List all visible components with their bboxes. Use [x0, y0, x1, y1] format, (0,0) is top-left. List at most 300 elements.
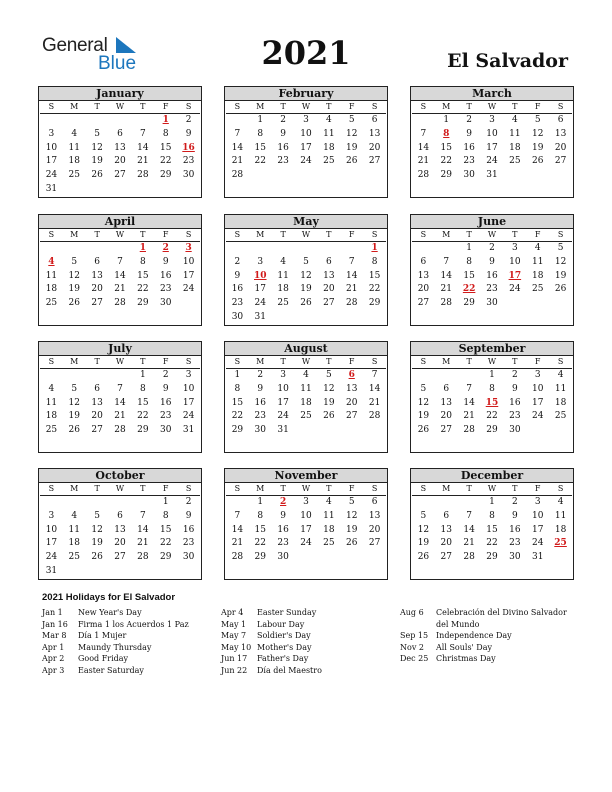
day-grid — [39, 356, 201, 438]
weekday-header: S — [412, 229, 435, 242]
month-august — [224, 341, 388, 453]
day-cell: 19 — [300, 284, 312, 295]
day-cell: 16 — [231, 284, 244, 295]
holiday-day-cell: 15 — [485, 397, 499, 408]
day-cell: 20 — [440, 411, 452, 422]
day-cell: 15 — [137, 397, 149, 408]
day-cell: 29 — [486, 425, 498, 436]
day-cell: 20 — [323, 284, 335, 295]
day-cell: 19 — [345, 142, 358, 153]
weekday-header: M — [63, 229, 86, 242]
month-february — [224, 86, 388, 198]
day-cell: 9 — [234, 270, 241, 281]
day-cell: 6 — [94, 383, 100, 394]
day-cell: 7 — [234, 128, 241, 139]
day-cell: 29 — [368, 298, 381, 309]
day-cell: 28 — [368, 411, 381, 422]
day-cell: 3 — [489, 115, 495, 125]
empty-day-cell — [63, 242, 86, 256]
day-cell: 12 — [91, 142, 103, 153]
day-cell: 19 — [91, 156, 103, 167]
day-cell: 6 — [94, 256, 100, 267]
day-cell: 16 — [182, 524, 195, 535]
day-cell: 17 — [486, 142, 498, 153]
empty-day-cell — [63, 369, 86, 383]
day-cell: 18 — [68, 156, 80, 167]
day-cell: 10 — [45, 524, 58, 535]
day-cell: 24 — [531, 411, 544, 422]
day-grid — [411, 483, 573, 565]
weekday-header: T — [131, 101, 154, 114]
day-cell: 14 — [114, 397, 126, 408]
weekday-header: T — [503, 229, 526, 242]
day-cell: 13 — [345, 383, 358, 394]
day-cell: 23 — [509, 538, 521, 549]
day-cell: 6 — [443, 510, 450, 521]
month-september — [410, 341, 574, 453]
calendar-year: 2021 — [261, 34, 351, 72]
day-cell: 13 — [440, 524, 452, 535]
weekday-header: W — [481, 101, 504, 114]
day-cell: 27 — [368, 538, 381, 549]
day-cell: 28 — [231, 170, 244, 181]
empty-day-cell — [109, 496, 132, 510]
day-cell: 3 — [303, 115, 309, 125]
day-cell: 14 — [231, 524, 244, 535]
day-cell: 10 — [300, 510, 312, 521]
day-cell: 29 — [486, 552, 498, 563]
day-cell: 31 — [254, 311, 266, 322]
holiday-name: Firma 1 los Acuerdos 1 Paz — [78, 619, 189, 629]
empty-day-cell — [435, 242, 458, 256]
day-cell: 17 — [182, 270, 195, 281]
day-cell: 11 — [68, 142, 80, 153]
day-cell: 20 — [368, 142, 381, 153]
day-cell: 10 — [45, 142, 58, 153]
day-cell: 12 — [531, 128, 544, 139]
day-cell: 21 — [417, 156, 430, 167]
weekday-header: S — [363, 101, 386, 114]
day-cell: 4 — [303, 370, 309, 380]
day-cell: 8 — [466, 256, 472, 267]
day-cell: 3 — [534, 497, 541, 507]
weekday-header: F — [340, 229, 363, 242]
month-title: March — [411, 87, 573, 101]
empty-day-cell — [86, 242, 109, 256]
day-cell: 18 — [323, 524, 335, 535]
day-cell: 21 — [463, 411, 475, 422]
holiday-row — [42, 665, 212, 677]
day-cell: 4 — [48, 383, 55, 394]
day-cell: 6 — [117, 128, 123, 139]
day-cell: 19 — [323, 397, 335, 408]
day-cell: 9 — [185, 510, 192, 521]
day-cell: 29 — [159, 170, 172, 181]
day-grid — [225, 229, 387, 325]
day-cell: 24 — [486, 156, 498, 167]
day-cell: 11 — [531, 256, 544, 267]
day-cell: 28 — [114, 425, 126, 436]
day-cell: 25 — [531, 284, 544, 295]
weekday-header: F — [154, 356, 177, 369]
weekday-header: W — [109, 356, 132, 369]
day-cell: 1 — [489, 497, 495, 507]
day-cell: 29 — [463, 298, 475, 309]
empty-day-cell — [317, 242, 340, 256]
day-cell: 21 — [463, 538, 475, 549]
day-cell: 9 — [280, 510, 286, 521]
weekday-header: S — [177, 229, 200, 242]
day-cell: 27 — [114, 552, 126, 563]
weekday-header: T — [272, 229, 295, 242]
day-cell: 11 — [323, 510, 335, 521]
day-cell: 23 — [182, 156, 195, 167]
day-cell: 26 — [300, 298, 312, 309]
weekday-header: W — [295, 229, 318, 242]
weekday-header: S — [40, 229, 63, 242]
day-cell: 13 — [417, 270, 430, 281]
day-cell: 9 — [162, 256, 169, 267]
month-november — [224, 468, 388, 580]
holiday-date: Mar 8 — [42, 631, 67, 640]
day-cell: 27 — [440, 425, 452, 436]
day-cell: 28 — [463, 425, 475, 436]
holiday-name: Mother's Day — [257, 642, 312, 652]
day-cell: 13 — [368, 128, 381, 139]
day-cell: 31 — [277, 425, 289, 436]
holiday-day-cell: 6 — [348, 370, 355, 380]
day-cell: 4 — [325, 497, 332, 507]
weekday-header: W — [109, 101, 132, 114]
day-cell: 8 — [489, 510, 495, 521]
day-cell: 3 — [511, 243, 518, 253]
weekday-header: S — [226, 356, 249, 369]
day-cell: 7 — [234, 510, 241, 521]
day-cell: 2 — [511, 370, 518, 380]
day-cell: 11 — [509, 128, 521, 139]
day-cell: 17 — [182, 397, 195, 408]
day-cell: 16 — [509, 524, 521, 535]
day-cell: 26 — [91, 552, 103, 563]
day-cell: 11 — [300, 383, 312, 394]
day-cell: 24 — [45, 170, 58, 181]
holiday-name: New Year's Day — [78, 608, 142, 617]
weekday-header: T — [317, 229, 340, 242]
weekday-header: M — [63, 356, 86, 369]
day-cell: 21 — [231, 538, 244, 549]
day-cell: 29 — [254, 552, 266, 563]
empty-day-cell — [40, 242, 63, 256]
day-cell: 5 — [325, 370, 332, 380]
day-grid — [225, 101, 387, 183]
month-march — [410, 86, 574, 198]
day-cell: 5 — [557, 243, 564, 253]
day-cell: 3 — [280, 370, 286, 380]
day-cell: 17 — [300, 524, 312, 535]
day-cell: 14 — [463, 397, 475, 408]
day-cell: 7 — [139, 128, 146, 139]
day-cell: 23 — [159, 411, 172, 422]
holiday-row — [221, 630, 391, 642]
empty-day-cell — [63, 496, 86, 510]
day-cell: 23 — [277, 538, 289, 549]
weekday-header: T — [131, 356, 154, 369]
weekday-header: F — [526, 229, 549, 242]
day-cell: 20 — [554, 142, 567, 153]
day-grid — [225, 356, 387, 438]
weekday-header: T — [131, 229, 154, 242]
weekday-header: T — [317, 101, 340, 114]
month-title: September — [411, 342, 573, 356]
day-cell: 31 — [486, 170, 498, 181]
day-cell: 23 — [486, 284, 498, 295]
holiday-date: Jun 17 — [221, 654, 248, 663]
holiday-column — [400, 607, 572, 665]
month-title: July — [39, 342, 201, 356]
day-cell: 8 — [257, 128, 264, 139]
weekday-header: S — [412, 356, 435, 369]
holiday-row — [221, 619, 391, 631]
day-cell: 1 — [466, 243, 472, 253]
day-cell: 29 — [137, 425, 149, 436]
weekday-header: W — [481, 483, 504, 496]
day-cell: 30 — [277, 552, 289, 563]
day-cell: 23 — [231, 298, 244, 309]
day-cell: 4 — [71, 510, 78, 521]
day-cell: 10 — [182, 256, 195, 267]
holiday-day-cell: 3 — [185, 243, 192, 253]
day-cell: 7 — [117, 383, 123, 394]
day-cell: 14 — [440, 270, 452, 281]
weekday-header: W — [109, 229, 132, 242]
day-cell: 22 — [137, 284, 149, 295]
day-cell: 26 — [417, 552, 430, 563]
holiday-row — [42, 642, 212, 654]
empty-day-cell — [412, 369, 435, 383]
logo-word-blue: Blue — [98, 53, 137, 74]
day-cell: 24 — [45, 552, 58, 563]
day-cell: 17 — [277, 397, 289, 408]
day-cell: 17 — [531, 397, 544, 408]
day-cell: 24 — [277, 411, 289, 422]
day-cell: 20 — [440, 538, 452, 549]
day-cell: 13 — [368, 510, 381, 521]
day-cell: 15 — [159, 524, 172, 535]
day-cell: 5 — [534, 115, 541, 125]
day-cell: 19 — [68, 284, 80, 295]
day-cell: 27 — [323, 298, 335, 309]
day-cell: 8 — [162, 128, 169, 139]
day-cell: 23 — [182, 538, 195, 549]
day-cell: 15 — [440, 142, 452, 153]
weekday-header: T — [317, 356, 340, 369]
day-cell: 4 — [325, 115, 332, 125]
holiday-column — [42, 607, 212, 676]
day-cell: 17 — [300, 142, 312, 153]
empty-day-cell — [458, 496, 481, 510]
day-cell: 26 — [417, 425, 430, 436]
weekday-header: T — [503, 483, 526, 496]
holiday-date: Apr 2 — [42, 654, 65, 663]
holiday-day-cell: 10 — [254, 270, 267, 281]
month-title: December — [411, 469, 573, 483]
weekday-header: S — [549, 483, 572, 496]
weekday-header: M — [249, 229, 272, 242]
day-cell: 18 — [45, 284, 58, 295]
day-cell: 6 — [371, 115, 378, 125]
holiday-row — [42, 630, 212, 642]
month-june — [410, 214, 574, 326]
day-cell: 2 — [280, 115, 286, 125]
weekday-header: M — [435, 356, 458, 369]
weekday-header: M — [249, 101, 272, 114]
day-grid — [39, 483, 201, 579]
day-cell: 1 — [489, 370, 495, 380]
day-cell: 24 — [254, 298, 266, 309]
holiday-day-cell: 2 — [162, 243, 169, 253]
day-cell: 21 — [368, 397, 381, 408]
day-cell: 18 — [509, 142, 521, 153]
holiday-column — [221, 607, 391, 676]
day-cell: 20 — [345, 397, 358, 408]
holiday-name: Maundy Thursday — [78, 642, 152, 652]
day-cell: 21 — [440, 284, 452, 295]
day-cell: 5 — [420, 383, 427, 394]
weekday-header: S — [40, 356, 63, 369]
day-cell: 19 — [91, 538, 103, 549]
day-cell: 6 — [557, 115, 564, 125]
day-cell: 30 — [231, 311, 244, 322]
day-grid — [39, 229, 201, 311]
empty-day-cell — [40, 496, 63, 510]
day-cell: 22 — [486, 538, 498, 549]
holiday-name: Christmas Day — [436, 654, 496, 663]
day-cell: 23 — [277, 156, 289, 167]
month-title: April — [39, 215, 201, 229]
day-cell: 21 — [345, 284, 358, 295]
holiday-day-cell: 2 — [280, 497, 287, 507]
day-cell: 11 — [554, 510, 567, 521]
day-cell: 9 — [511, 383, 518, 394]
day-cell: 22 — [254, 156, 266, 167]
weekday-header: T — [458, 101, 481, 114]
weekday-header: S — [549, 101, 572, 114]
holiday-row — [400, 630, 572, 642]
day-cell: 10 — [300, 128, 312, 139]
empty-day-cell — [249, 242, 272, 256]
day-cell: 2 — [185, 497, 192, 507]
day-grid — [225, 483, 387, 565]
day-cell: 12 — [68, 270, 80, 281]
day-cell: 5 — [348, 115, 355, 125]
day-cell: 12 — [417, 524, 430, 535]
day-cell: 23 — [159, 284, 172, 295]
weekday-header: S — [40, 101, 63, 114]
weekday-header: M — [435, 229, 458, 242]
day-cell: 30 — [254, 425, 266, 436]
day-cell: 13 — [440, 397, 452, 408]
day-cell: 28 — [137, 170, 149, 181]
day-cell: 21 — [137, 538, 149, 549]
day-cell: 3 — [303, 497, 309, 507]
weekday-header: T — [458, 229, 481, 242]
holiday-date: Sep 15 — [400, 631, 429, 640]
holiday-name: Easter Sunday — [257, 608, 317, 617]
day-cell: 30 — [486, 298, 498, 309]
day-cell: 22 — [254, 538, 266, 549]
holiday-date: Apr 4 — [221, 608, 244, 617]
day-cell: 4 — [557, 497, 564, 507]
holiday-date: Apr 3 — [42, 665, 65, 675]
day-cell: 7 — [443, 256, 450, 267]
day-cell: 12 — [91, 524, 103, 535]
weekday-header: S — [363, 356, 386, 369]
day-cell: 4 — [71, 128, 78, 139]
holiday-date: Jan 1 — [42, 608, 63, 617]
weekday-header: W — [295, 483, 318, 496]
weekday-header: T — [458, 356, 481, 369]
holiday-name: Good Friday — [78, 654, 129, 663]
day-cell: 9 — [511, 510, 518, 521]
day-cell: 1 — [139, 370, 146, 380]
day-cell: 21 — [231, 156, 244, 167]
day-cell: 11 — [554, 383, 567, 394]
day-cell: 27 — [114, 170, 126, 181]
month-title: January — [39, 87, 201, 101]
weekday-header: W — [295, 356, 318, 369]
empty-day-cell — [131, 114, 154, 128]
day-cell: 24 — [182, 284, 195, 295]
day-cell: 13 — [91, 270, 103, 281]
holiday-name: Father's Day — [257, 654, 309, 663]
day-cell: 4 — [511, 115, 518, 125]
holiday-day-cell: 1 — [371, 243, 378, 253]
day-cell: 1 — [443, 115, 450, 125]
day-cell: 15 — [231, 397, 244, 408]
weekday-header: S — [363, 229, 386, 242]
weekday-header: S — [177, 356, 200, 369]
month-january — [38, 86, 202, 198]
day-cell: 3 — [48, 128, 55, 139]
day-cell: 29 — [440, 170, 452, 181]
weekday-header: S — [177, 483, 200, 496]
day-cell: 8 — [489, 383, 495, 394]
empty-day-cell — [340, 242, 363, 256]
day-cell: 20 — [417, 284, 430, 295]
day-cell: 16 — [159, 270, 172, 281]
month-title: August — [225, 342, 387, 356]
holiday-day-cell: 8 — [443, 128, 450, 139]
weekday-header: T — [272, 101, 295, 114]
day-cell: 22 — [137, 411, 149, 422]
empty-day-cell — [40, 369, 63, 383]
day-cell: 19 — [68, 411, 80, 422]
day-cell: 30 — [159, 298, 172, 309]
day-cell: 31 — [45, 565, 58, 576]
weekday-header: M — [63, 483, 86, 496]
day-cell: 6 — [371, 497, 378, 507]
holiday-name: Día 1 Mujer — [78, 631, 127, 640]
day-cell: 5 — [71, 383, 78, 394]
day-cell: 27 — [91, 298, 103, 309]
day-cell: 7 — [139, 510, 146, 521]
day-cell: 15 — [159, 142, 172, 153]
day-cell: 13 — [114, 524, 126, 535]
day-cell: 9 — [466, 128, 472, 139]
day-cell: 16 — [159, 397, 172, 408]
country-name: El Salvador — [447, 50, 568, 72]
day-cell: 9 — [280, 128, 286, 139]
